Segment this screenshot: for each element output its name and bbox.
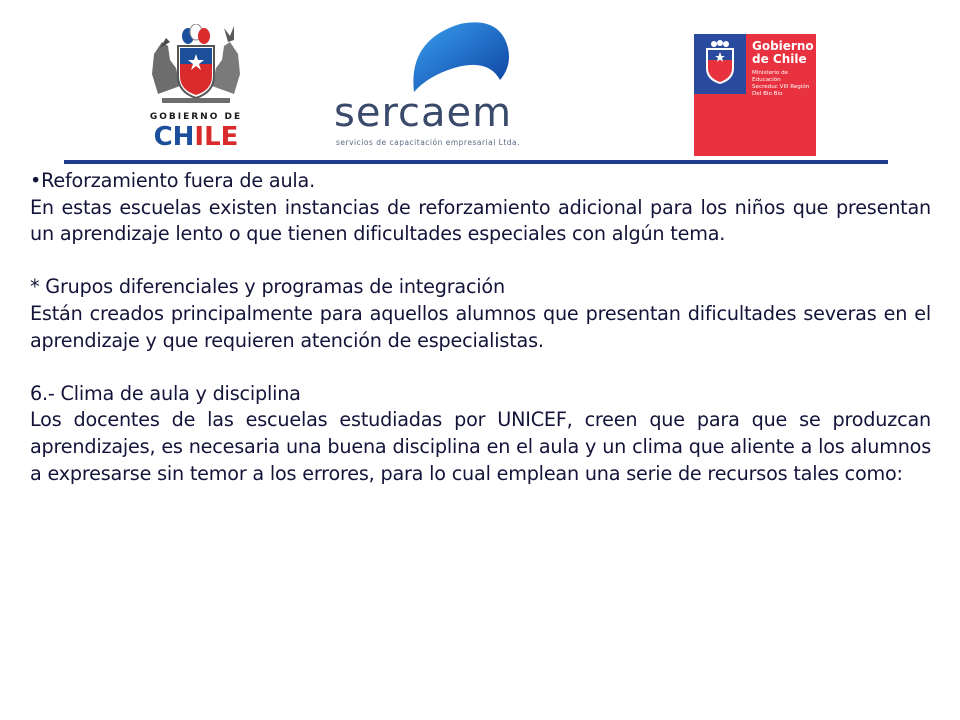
ministry-subtitle xyxy=(752,70,816,98)
subtitle-line-3: Del Bio Bio xyxy=(752,91,783,97)
section-text-reforzamiento: En estas escuelas existen instancias de reforzamiento adicional para los niños que presentan un aprendizaje lento o que tienen dificultades especiales con algún tema. xyxy=(30,195,931,246)
subtitle-line-1: Ministerio de Educación xyxy=(752,70,789,83)
gobierno-de-chile-title xyxy=(752,40,814,66)
chile-caption-part-b: ILE xyxy=(194,122,239,152)
section-text-clima: Los docentes de las escuelas estudiadas por UNICEF, creen que para que se produzcan aprendizajes, es necesaria una buena disciplina en el aula y un clima que aliente a los alumnos a expresarse sin temor a los errores, para lo cual emplean una serie de recursos tales como: xyxy=(30,408,931,485)
slide-content xyxy=(30,168,931,487)
section-heading-reforzamiento: •Reforzamiento fuera de aula. xyxy=(30,169,316,192)
sercaem-wordmark: sercaem xyxy=(334,90,513,136)
shield-icon xyxy=(700,38,740,88)
gobierno-de-chile-mineduc-logo xyxy=(694,34,816,156)
spacer xyxy=(30,248,931,275)
subtitle-line-2: Secreduc VIII Región xyxy=(752,84,810,90)
section-text-grupos: Están creados principalmente para aquellos alumnos que presentan dificultades severas en el aprendizaje y que requieren atención de especialistas. xyxy=(30,301,931,352)
sercaem-swoosh-icon xyxy=(330,18,570,98)
chile-caption-part-a: CH xyxy=(153,122,195,152)
spacer xyxy=(30,354,931,381)
sercaem-logo xyxy=(330,18,570,147)
gobierno-de-caption: GOBIERNO DE xyxy=(149,112,243,122)
section-heading-clima: 6.- Clima de aula y disciplina xyxy=(30,381,301,405)
header-divider xyxy=(64,160,888,164)
chile-caption xyxy=(140,122,252,152)
title-line-1: Gobierno xyxy=(752,39,814,53)
gobierno-de-chile-coat-of-arms-logo xyxy=(140,24,252,152)
coat-of-arms-icon xyxy=(140,24,252,112)
section-heading-grupos: * Grupos diferenciales y programas de integración xyxy=(30,275,505,299)
title-line-2: de Chile xyxy=(752,52,807,66)
sercaem-tagline: servicios de capacitación empresarial Ltda. xyxy=(336,138,521,147)
